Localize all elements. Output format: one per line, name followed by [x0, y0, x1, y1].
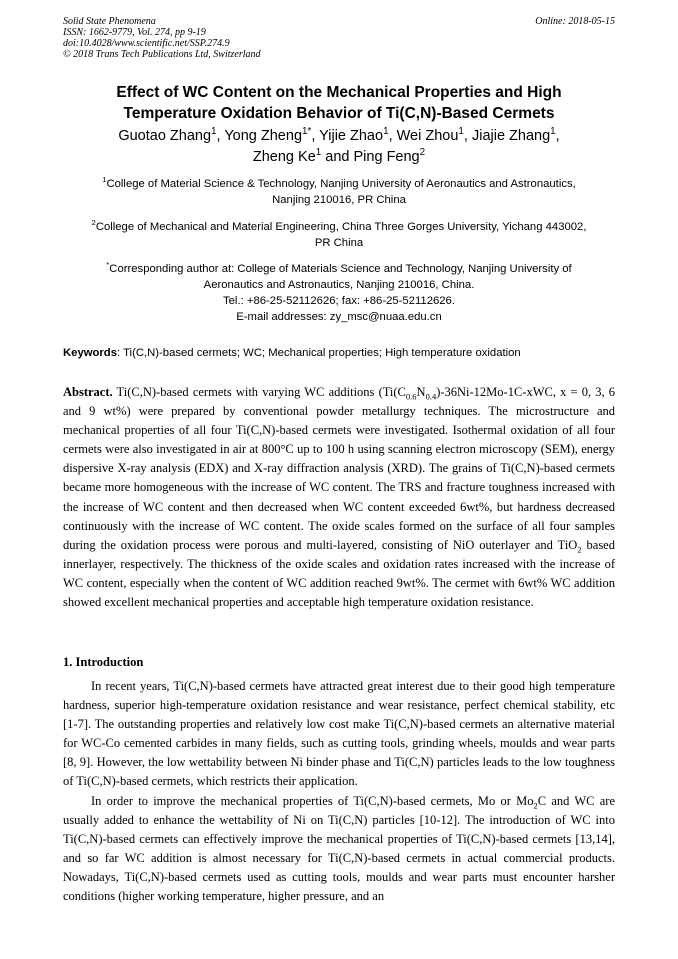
affiliation-line: Nanjing 210016, PR China — [272, 194, 406, 206]
copyright-line: © 2018 Trans Tech Publications Ltd, Switzerland — [63, 49, 261, 60]
author-name: Wei Zhou — [396, 128, 459, 144]
author-name: Yong Zheng — [224, 128, 303, 144]
abstract-label: Abstract. — [63, 385, 113, 399]
title-line-2: Temperature Oxidation Behavior of Ti(C,N)-Based Cermets — [123, 105, 555, 122]
authors-line-2 — [63, 147, 615, 168]
doi-line: doi:10.4028/www.scientific.net/SSP.274.9 — [63, 38, 230, 49]
contact-phone-fax: Tel.: +86-25-52112626; fax: +86-25-52112626. — [223, 295, 455, 307]
paragraph-subscript: 2 — [533, 800, 538, 811]
author-name: Jiajie Zhang — [471, 128, 551, 144]
abstract-subscript: 2 — [577, 544, 582, 555]
online-date: Online: 2018-05-15 — [535, 16, 615, 27]
author-affil-mark: 1 — [315, 147, 322, 159]
email-address: E-mail addresses: zy_msc@nuaa.edu.cn — [236, 311, 442, 323]
journal-name: Solid State Phenomena — [63, 16, 156, 27]
paragraph — [63, 792, 615, 907]
abstract-subscript: 0.6 — [405, 391, 417, 402]
affiliation-2 — [63, 219, 615, 251]
journal-header — [63, 16, 261, 60]
author-name: Zheng Ke — [252, 149, 316, 165]
corresponding-line — [63, 261, 615, 277]
section-heading-introduction: 1. Introduction — [63, 655, 144, 669]
abstract-text: Ti(C,N)-based cermets with varying WC additions (Ti(C — [112, 385, 406, 399]
corresponding-line: Aeronautics and Astronautics, Nanjing 210016, China. — [203, 279, 475, 291]
abstract — [63, 383, 615, 612]
author-name: Guotao Zhang — [118, 128, 212, 144]
title-line-1: Effect of WC Content on the Mechanical Properties and High — [116, 84, 562, 101]
paper-title — [63, 82, 615, 124]
introduction-body — [63, 677, 615, 906]
affil-mark: 2 — [91, 218, 96, 228]
author-affil-mark: 1* — [302, 126, 312, 138]
affiliation-line — [63, 176, 615, 192]
abstract-text: )-36Ni-12Mo-1C-xWC, x = 0, 3, 6 and 9 wt%) were prepared by conventional powder metallurgy techniques. The microstructure and mechanical properties of all four Ti(C,N)-based cermets were investigated. Isothermal oxidation of all four cermets were also investigated in air at 800°C up to 100 h using scanning electron microscopy (SEM), energy dispersive X-ray analysis (EDX) and X-ray diffraction analysis (XRD). The grains of Ti(C,N)-based cermets became more homogeneous with the increase of WC content. The TRS and fracture toughness increased with the increase of WC content and then decreased when WC content exceeded 6wt%, but hardness decreased continuously with the increase of WC content. The oxide scales formed on the surface of all four samples during the oxidation process were porous and multi-layered, consisting of NiO outerlayer and TiO — [63, 385, 615, 552]
author-name: Ping Feng — [353, 149, 420, 165]
abstract-subscript: 0.4 — [425, 391, 437, 402]
authors-line-1: Guotao Zhang$^1$, Yong Zheng$^{1*}$, Yijie Zhao$^1$, Wei Zhou$^1$, Jiajie Zhang$^1$, — [118, 126, 560, 144]
author-affil-mark: 2 — [419, 147, 426, 159]
author-name: Yijie Zhao — [319, 128, 384, 144]
paragraph-text: C and WC are usually added to enhance the wettability of Ni on Ti(C,N) particles [10-12]. The introduction of WC into Ti(C,N)-based cermets can effectively improve the mechanical properties of Ti(C,N)-based cermets [13,14], and so far WC addition is almost necessary for Ti(C,N)-based cermets in actual commercial products. Nowadays, Ti(C,N)-based cermets used as cutting tools, moulds and wear parts must encounter harsher conditions (higher working temperature, higher pressure, and an — [63, 793, 615, 904]
keywords — [63, 346, 615, 361]
affiliation-text: College of Mechanical and Material Engineering, China Three Gorges University, Yichang 443002, — [95, 221, 587, 233]
author-conjunction: and — [325, 149, 350, 165]
corresponding-author — [63, 261, 615, 309]
issn-line: ISSN: 1662-9779, Vol. 274, pp 9-19 — [63, 27, 206, 38]
affiliation-1 — [63, 176, 615, 208]
corresponding-mark: * — [106, 260, 110, 270]
paragraph-text: In order to improve the mechanical properties of Ti(C,N)-based cermets, Mo or Mo — [91, 793, 534, 808]
author-affil-mark: 1 — [458, 126, 464, 138]
corresponding-text: Corresponding author at: College of Materials Science and Technology, Nanjing University of — [109, 263, 572, 275]
keywords-text: : Ti(C,N)-based cermets; WC; Mechanical properties; High temperature oxidation — [117, 347, 521, 359]
abstract-text: N — [416, 385, 426, 399]
affiliation-text: College of Material Science & Technology, Nanjing University of Aeronautics and Astronautics, — [106, 178, 576, 190]
abstract-text: based innerlayer, respectively. The thickness of the oxide scales and oxidation rates increased with the increase of WC content, especially when the content of WC addition reached 9wt%. The cermet with 6wt% WC addition showed excellent mechanical properties and acceptable high temperature oxidation resistance. — [63, 537, 615, 610]
paragraph: In recent years, Ti(C,N)-based cermets have attracted great interest due to their good high temperature hardness, superior high-temperature oxidation resistance and wear resistance, perfect chemical stability, etc [1-7]. The outstanding properties and relatively low cost make Ti(C,N)-based cermets an alternative material for WC-Co cemented carbides in many fields, such as cutting tools, grinding wheels, moulds and wear parts [8, 9]. However, the low wettability between Ni binder phase and Ti(C,N) particles leads to the low toughness of Ti(C,N)-based cermets, which restricts their application. — [63, 679, 615, 789]
affil-mark: 1 — [102, 175, 107, 185]
affiliation-line: PR China — [314, 237, 364, 249]
author-affil-mark: 1 — [383, 126, 389, 138]
affiliation-line — [63, 219, 615, 235]
author-affil-mark: 1 — [211, 126, 217, 138]
author-list — [63, 126, 615, 168]
keywords-label: Keywords — [63, 347, 117, 359]
author-affil-mark: 1 — [550, 126, 556, 138]
